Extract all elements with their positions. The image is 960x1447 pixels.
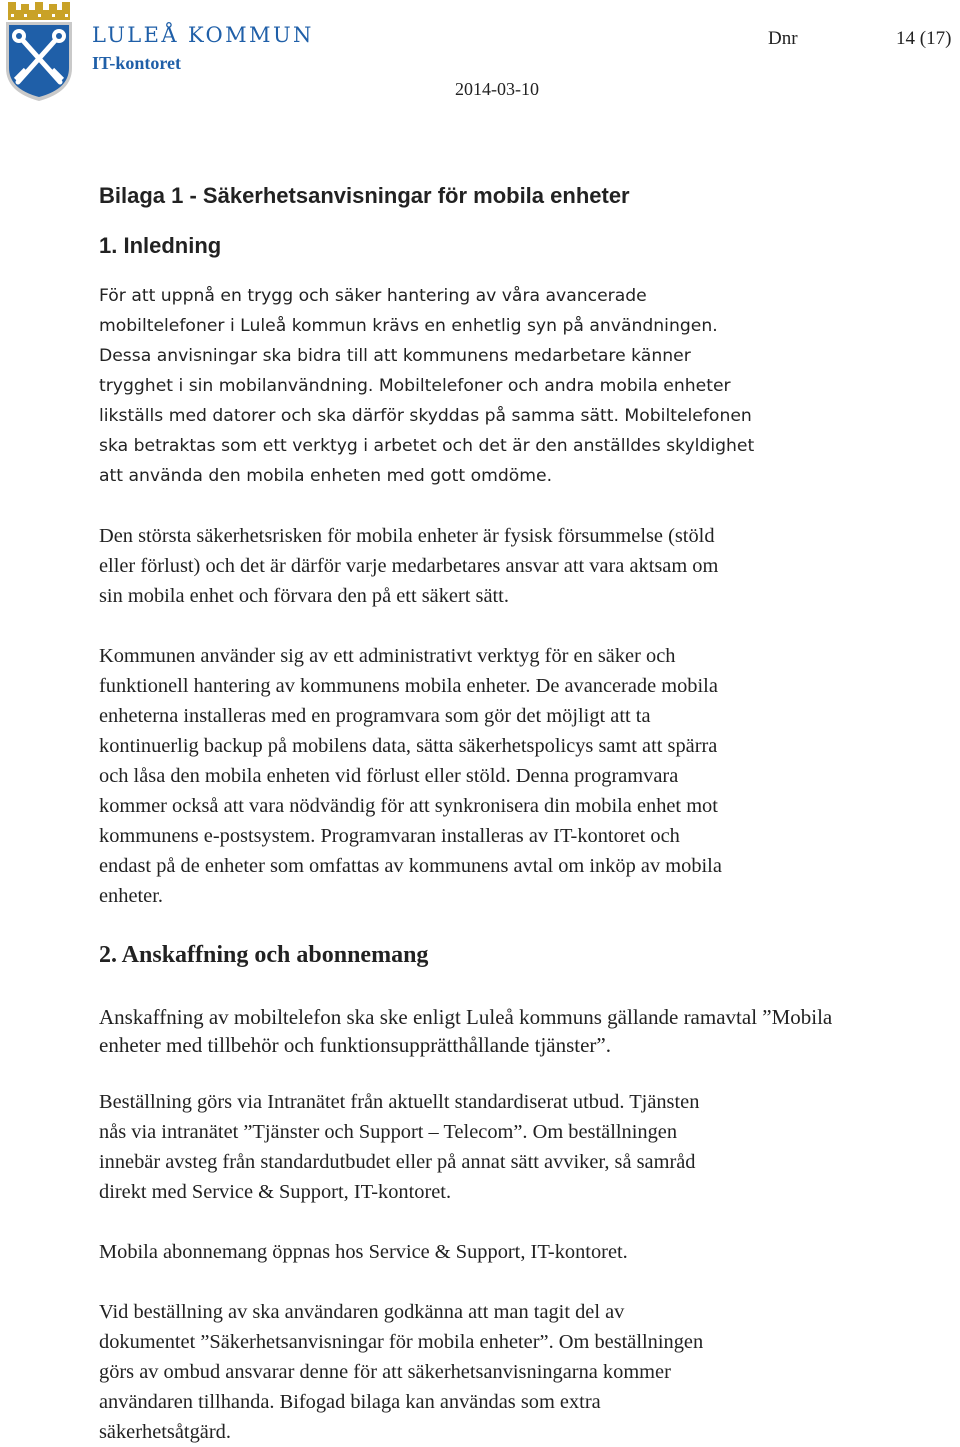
text-line: endast på de enheter som omfattas av kommunens avtal om inköp av mobila [99,855,722,877]
text-line: kommunens e-postsystem. Programvaran installeras av IT-kontoret och [99,825,680,847]
document-title: Bilaga 1 - Säkerhetsanvisningar för mobila enheter [99,183,630,208]
text-line: enheter med tillbehör och funktionsupprätthållande tjänster”. [99,1033,611,1057]
paragraph-inledning-1 [99,281,944,491]
text-line: funktionell hantering av kommunens mobila enheter. De avancerade mobila [99,675,718,697]
paragraph-anskaffning-4 [99,1297,944,1447]
text-line: trygghet i sin mobilanvändning. Mobiltelefoner och andra mobila enheter [99,376,731,396]
section-heading-inledning: 1. Inledning [99,233,222,258]
text-line: enheterna installeras med en programvara som gör det möjligt att ta [99,705,651,727]
text-line: användaren tillhanda. Bifogad bilaga kan användas som extra [99,1391,601,1413]
text-line: och låsa den mobila enheten vid förlust eller stöld. Denna programvara [99,765,679,787]
text-line: Den största säkerhetsrisken för mobila enheter är fysisk försummelse (stöld [99,525,715,547]
paragraph-inledning-2 [99,521,944,611]
paragraph-inledning-3 [99,641,944,911]
paragraph-anskaffning-2 [99,1087,944,1207]
text-line: görs av ombud ansvarar denne för att säkerhetsanvisningarna kommer [99,1361,671,1383]
text-line: Dessa anvisningar ska bidra till att kommunens medarbetare känner [99,346,691,366]
text-line: dokumentet ”Säkerhetsanvisningar för mobila enheter”. Om beställningen [99,1331,704,1353]
text-line: mobiltelefoner i Luleå kommun krävs en enhetlig syn på användningen. [99,316,718,336]
text-line: Anskaffning av mobiltelefon ska ske enligt Luleå kommuns gällande ramavtal ”Mobila [99,1005,833,1029]
dnr-label: Dnr [768,28,798,49]
text-line: ska betraktas som ett verktyg i arbetet och det är den anställdes skyldighet [99,436,755,456]
text-line: kommer också att vara nödvändig för att synkronisera din mobila enhet mot [99,795,718,817]
text-line: nås via intranätet ”Tjänster och Support – Telecom”. Om beställningen [99,1121,678,1143]
text-line: innebär avsteg från standardutbudet eller på annat sätt avviker, så samråd [99,1151,696,1173]
organization-name: LULEÅ KOMMUN [92,23,314,47]
text-line: Vid beställning av ska användaren godkänna att man tagit del av [99,1301,625,1323]
text-line: enheter. [99,885,163,907]
text-line: säkerhetsåtgärd. [99,1421,231,1443]
text-line: direkt med Service & Support, IT-kontoret. [99,1181,452,1203]
text-line: sin mobila enhet och förvara den på ett säkert sätt. [99,585,509,607]
text-line: För att uppnå en trygg och säker hantering av våra avancerade [99,286,647,306]
paragraph-anskaffning-1 [99,1003,944,1059]
page-number: 14 (17) [896,28,952,49]
text-line: kontinuerlig backup på mobilens data, sätta säkerhetspolicys samt att spärra [99,735,718,757]
text-line: eller förlust) och det är därför varje medarbetares ansvar att vara aktsam om [99,555,719,577]
department-name: IT-kontoret [92,53,182,73]
text-line: likställs med datorer och ska därför skyddas på samma sätt. Mobiltelefonen [99,406,752,426]
coat-of-arms-icon [4,2,74,102]
text-line: att använda den mobila enheten med gott omdöme. [99,466,553,486]
text-line: Kommunen använder sig av ett administrativt verktyg för en säker och [99,645,676,667]
text-line: Beställning görs via Intranätet från aktuellt standardiserat utbud. Tjänsten [99,1091,700,1113]
text-line: Mobila abonnemang öppnas hos Service & Support, IT-kontoret. [99,1241,628,1263]
section-heading-anskaffning: 2. Anskaffning och abonnemang [99,942,429,968]
document-date: 2014-03-10 [455,79,539,99]
paragraph-anskaffning-3 [99,1237,944,1267]
